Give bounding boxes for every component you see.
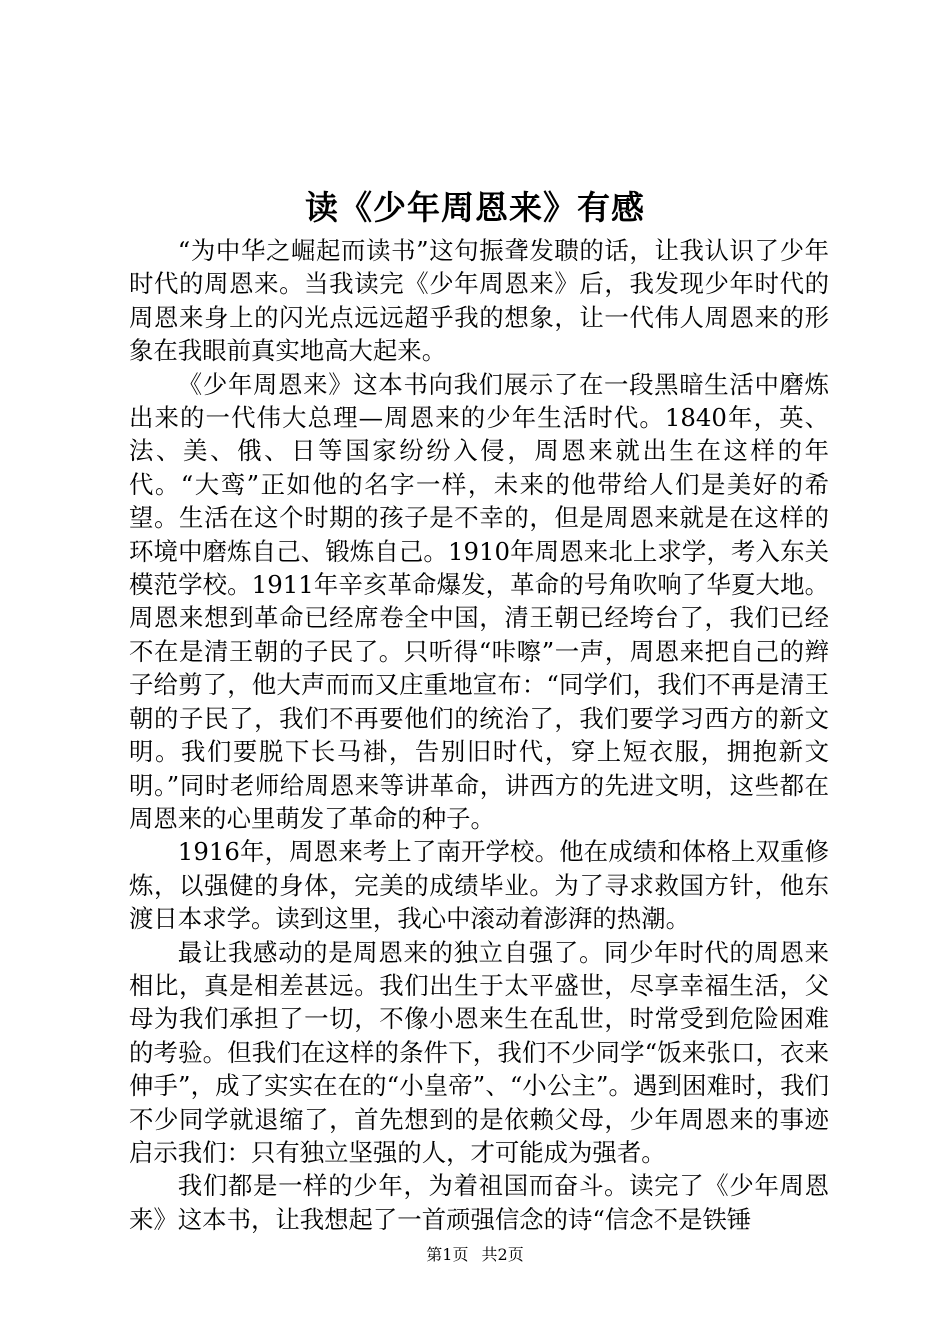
- page-number: 第1页: [426, 1245, 469, 1264]
- paragraph-5: 我们都是一样的少年，为着祖国而奋斗。读完了《少年周恩来》这本书，让我想起了一首顽强信念的诗“信念不是铁锤: [129, 1171, 829, 1234]
- paragraph-2: 《少年周恩来》这本书向我们展示了在一段黑暗生活中磨炼出来的一代伟大总理—周恩来的少年生活时代。1840年，英、法、美、俄、日等国家纷纷入侵，周恩来就出生在这样的年代。“大鸾”正如他的名字一样，未来的他带给人们是美好的希望。生活在这个时期的孩子是不幸的，但是周恩来就是在这样的环境中磨炼自己、锻炼自己。1910年周恩来北上求学，考入东关模范学校。1911年辛亥革命爆发，革命的号角吹响了华夏大地。周恩来想到革命已经席卷全中国，清王朝已经垮台了，我们已经不在是清王朝的子民了。只听得“咔嚓”一声，周恩来把自己的辫子给剪了，他大声而而又庄重地宣布：“同学们，我们不再是清王朝的子民了，我们不再要他们的统治了，我们要学习西方的新文明。我们要脱下长马褂，告别旧时代，穿上短衣服，拥抱新文明。”同时老师给周恩来等讲革命，讲西方的先进文明，这些都在周恩来的心里萌发了革命的种子。: [129, 369, 829, 833]
- document-title: 读《少年周恩来》有感: [305, 188, 645, 227]
- document-body: [129, 234, 829, 1236]
- paragraph-3: 1916年，周恩来考上了南开学校。他在成绩和体格上双重修炼，以强健的身体，完美的成绩毕业。为了寻求救国方针，他东渡日本求学。读到这里，我心中滚动着澎湃的热潮。: [129, 837, 829, 934]
- paragraph-4: 最让我感动的是周恩来的独立自强了。同少年时代的周恩来相比，真是相差甚远。我们出生于太平盛世，尽享幸福生活，父母为我们承担了一切，不像小恩来生在乱世，时常受到危险困难的考验。但我们在这样的条件下，我们不少同学“饭来张口，衣来伸手”，成了实实在在的“小皇帝”、“小公主”。遇到困难时，我们不少同学就退缩了，首先想到的是依赖父母，少年周恩来的事迹启示我们：只有独立坚强的人，才可能成为强者。: [129, 937, 829, 1167]
- paragraph-1: “为中华之崛起而读书”这句振聋发聩的话，让我认识了少年时代的周恩来。当我读完《少年周恩来》后，我发现少年时代的周恩来身上的闪光点远远超乎我的想象，让一代伟人周恩来的形象在我眼前真实地高大起来。: [129, 236, 829, 366]
- page-total: 共2页: [481, 1245, 524, 1264]
- page-footer: [0, 1244, 950, 1266]
